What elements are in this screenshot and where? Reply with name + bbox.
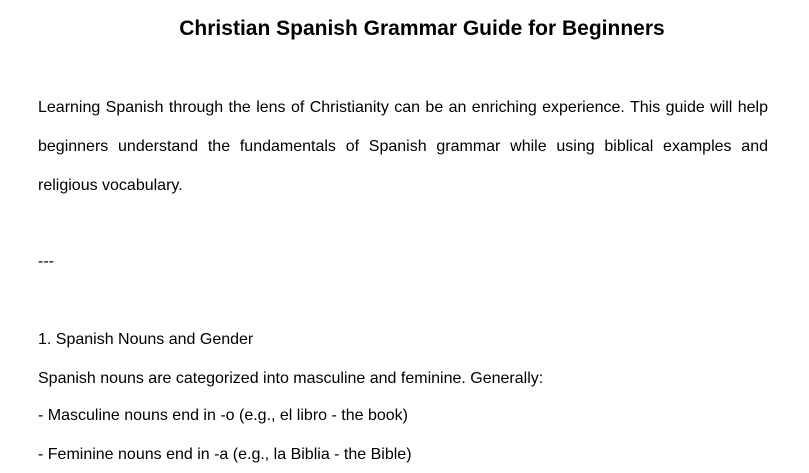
section-heading-nouns-gender: 1. Spanish Nouns and Gender (38, 331, 254, 348)
list-item-masculine: - Masculine nouns end in -o (e.g., el libro - the book) (38, 407, 408, 424)
intro-paragraph: Learning Spanish through the lens of Christianity can be an enriching experience. This guide will help beginners understand the fundamentals of Spanish grammar while using biblical examples and religious vocabulary. (38, 99, 768, 194)
document-title: Christian Spanish Grammar Guide for Beginners (179, 17, 665, 40)
section-separator: --- (38, 253, 54, 270)
section-description: Spanish nouns are categorized into masculine and feminine. Generally: (38, 370, 544, 387)
list-item-feminine: - Feminine nouns end in -a (e.g., la Biblia - the Bible) (38, 446, 412, 463)
